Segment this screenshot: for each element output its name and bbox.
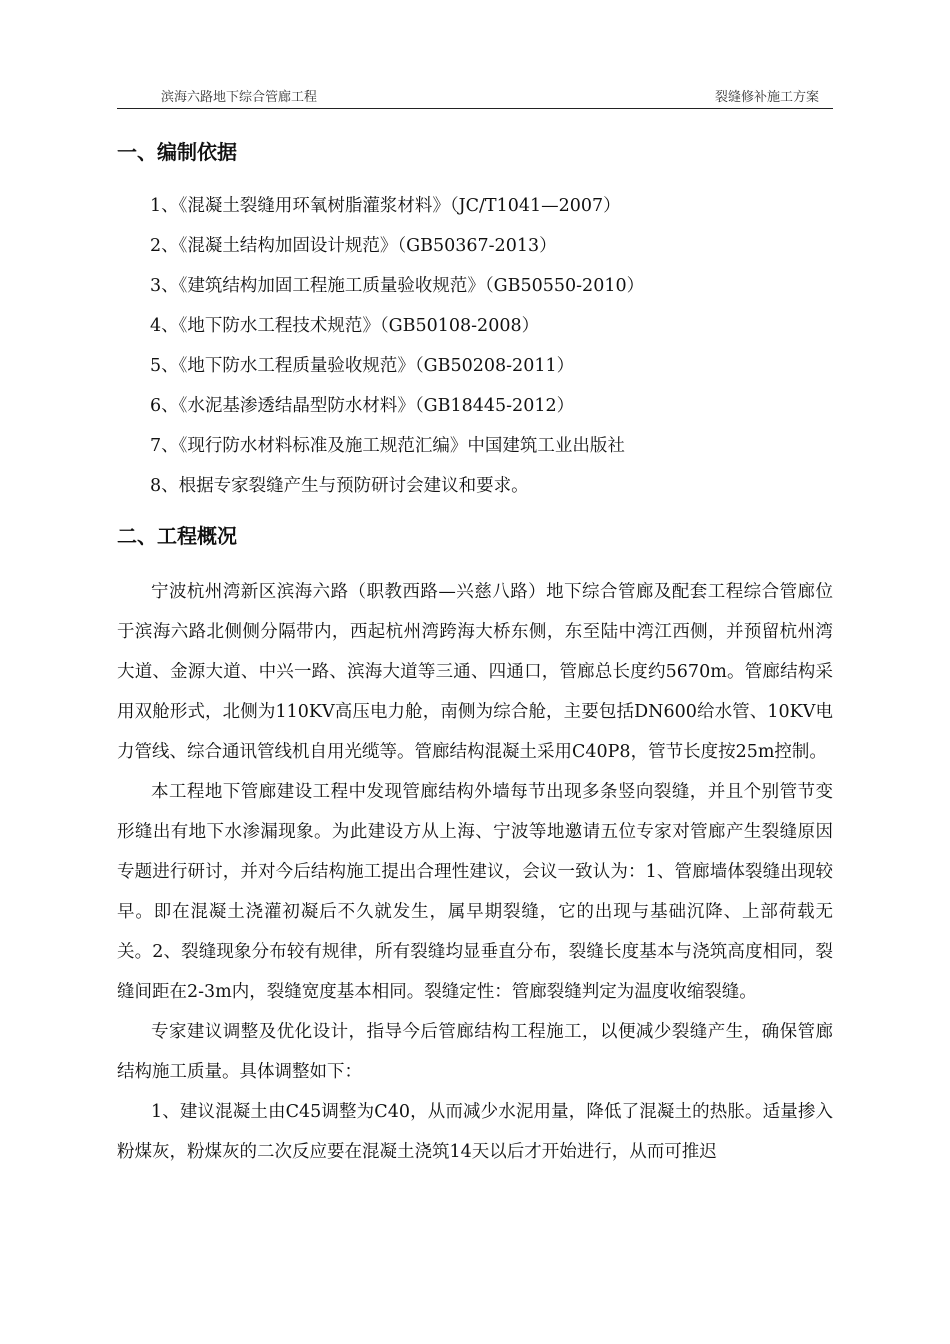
reference-item: 8、根据专家裂缝产生与预防研讨会建议和要求。 [150,476,529,496]
reference-item: 5、《地下防水工程质量验收规范》（GB50208-2011） [150,356,575,376]
section-1-heading: 一、编制依据 [117,140,237,164]
reference-item: 6、《水泥基渗透结晶型防水材料》（GB18445-2012） [150,396,575,416]
paragraph-crack-findings: 本工程地下管廊建设工程中发现管廊结构外墙每节出现多条竖向裂缝，并且个别管节变形缝出有地下水渗漏现象。为此建设方从上海、宁波等地邀请五位专家对管廊产生裂缝原因专题进行研讨，并对今后结构施工提出合理性建议，会议一致认为：1、管廊墙体裂缝出现较早。即在混凝土浇灌初凝后不久就发生，属早期裂缝，它的出现与基础沉降、上部荷载无关。2、裂缝现象分布较有规律，所有裂缝均显垂直分布，裂缝长度基本与浇筑高度相同，裂缝间距在2-3m内，裂缝宽度基本相同。裂缝定性：管廊裂缝判定为温度收缩裂缝。 [117,782,833,1002]
paragraph-adjustment-1: 1、建议混凝土由C45调整为C40，从而减少水泥用量，降低了混凝土的热胀。适量掺入粉煤灰，粉煤灰的二次反应要在混凝土浇筑14天以后才开始进行，从而可推迟 [117,1102,833,1162]
header-project-name: 滨海六路地下综合管廊工程 [161,90,318,105]
reference-item: 3、《建筑结构加固工程施工质量验收规范》（GB50550-2010） [150,276,645,296]
reference-item: 4、《地下防水工程技术规范》（GB50108-2008） [150,316,540,336]
page-header [117,84,833,110]
reference-list [117,186,833,506]
reference-item: 1、《混凝土裂缝用环氧树脂灌浆材料》（JC/T1041—2007） [150,196,621,216]
document-body [117,132,833,1172]
paragraph-project-overview: 宁波杭州湾新区滨海六路（职教西路—兴慈八路）地下综合管廊及配套工程综合管廊位于滨海六路北侧侧分隔带内，西起杭州湾跨海大桥东侧，东至陆中湾江西侧，并预留杭州湾大道、金源大道、中兴一路、滨海大道等三通、四通口，管廊总长度约5670m。管廊结构采用双舱形式，北侧为110KV高压电力舱，南侧为综合舱，主要包括DN600给水管、10KV电力管线、综合通讯管线机自用光缆等。管廊结构混凝土采用C40P8，管节长度按25m控制。 [117,582,833,762]
reference-item: 2、《混凝土结构加固设计规范》（GB50367-2013） [150,236,557,256]
header-document-title: 裂缝修补施工方案 [714,90,819,105]
paragraph-expert-suggestions: 专家建议调整及优化设计，指导今后管廊结构工程施工，以便减少裂缝产生，确保管廊结构施工质量。具体调整如下： [117,1022,833,1082]
reference-item: 7、《现行防水材料标准及施工规范汇编》中国建筑工业出版社 [150,436,625,456]
section-2-heading: 二、工程概况 [117,524,237,548]
header-divider [117,108,833,109]
